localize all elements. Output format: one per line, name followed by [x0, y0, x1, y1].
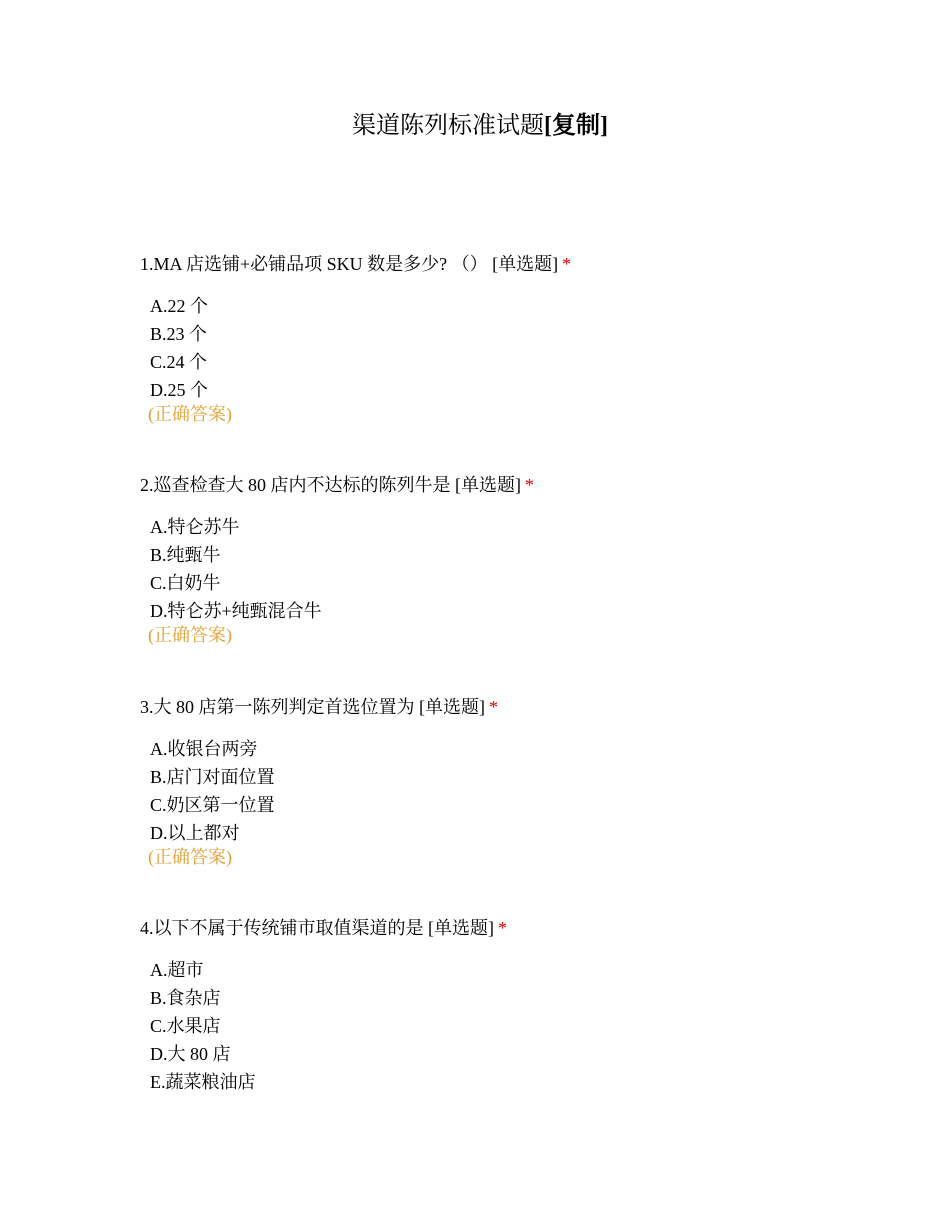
- question-2: [140, 473, 534, 647]
- question-title: [140, 916, 507, 940]
- correct-answer-note: (正确答案): [148, 625, 232, 645]
- option-d: D.大 80 店: [150, 1044, 231, 1064]
- question-1: [140, 252, 571, 426]
- options-list: [140, 292, 571, 404]
- option-c: C.24 个: [150, 352, 208, 372]
- option-b: B.食杂店: [150, 988, 221, 1008]
- correct-answer-note: (正确答案): [148, 847, 232, 867]
- options-list: [140, 735, 498, 847]
- options-list: [140, 956, 507, 1096]
- option-c: C.白奶牛: [150, 573, 221, 593]
- question-title: [140, 473, 534, 497]
- correct-answer-note: (正确答案): [148, 404, 232, 424]
- option-d: D.以上都对: [150, 823, 240, 843]
- option-a: A.特仑苏牛: [150, 517, 240, 537]
- question-text: 4.以下不属于传统铺市取值渠道的是 [单选题]: [140, 918, 494, 938]
- page-title-suffix: [复制]: [544, 113, 608, 139]
- option-a: A.超市: [150, 960, 204, 980]
- question-text: 3.大 80 店第一陈列判定首选位置为 [单选题]: [140, 697, 485, 717]
- option-a: A.收银台两旁: [150, 739, 258, 759]
- option-b: B.店门对面位置: [150, 767, 275, 787]
- question-title: [140, 695, 498, 719]
- option-b: B.23 个: [150, 324, 208, 344]
- option-c: C.水果店: [150, 1016, 221, 1036]
- option-d: D.特仑苏+纯甄混合牛: [150, 601, 322, 621]
- page-title: [0, 110, 950, 142]
- question-3: [140, 695, 498, 869]
- required-mark: *: [489, 697, 498, 717]
- question-text: 1.MA 店选铺+必铺品项 SKU 数是多少? （） [单选题]: [140, 254, 559, 274]
- required-mark: *: [562, 254, 572, 274]
- required-mark: *: [525, 475, 534, 495]
- question-title: [140, 252, 571, 276]
- option-a: A.22 个: [150, 296, 208, 316]
- question-4: [140, 916, 507, 1096]
- required-mark: *: [498, 918, 507, 938]
- page-title-text: 渠道陈列标准试题: [352, 113, 544, 139]
- options-list: [140, 513, 534, 625]
- option-e: E.蔬菜粮油店: [150, 1072, 256, 1092]
- option-d: D.25 个: [150, 380, 208, 400]
- option-b: B.纯甄牛: [150, 545, 221, 565]
- question-text: 2.巡查检查大 80 店内不达标的陈列牛是 [单选题]: [140, 475, 521, 495]
- option-c: C.奶区第一位置: [150, 795, 275, 815]
